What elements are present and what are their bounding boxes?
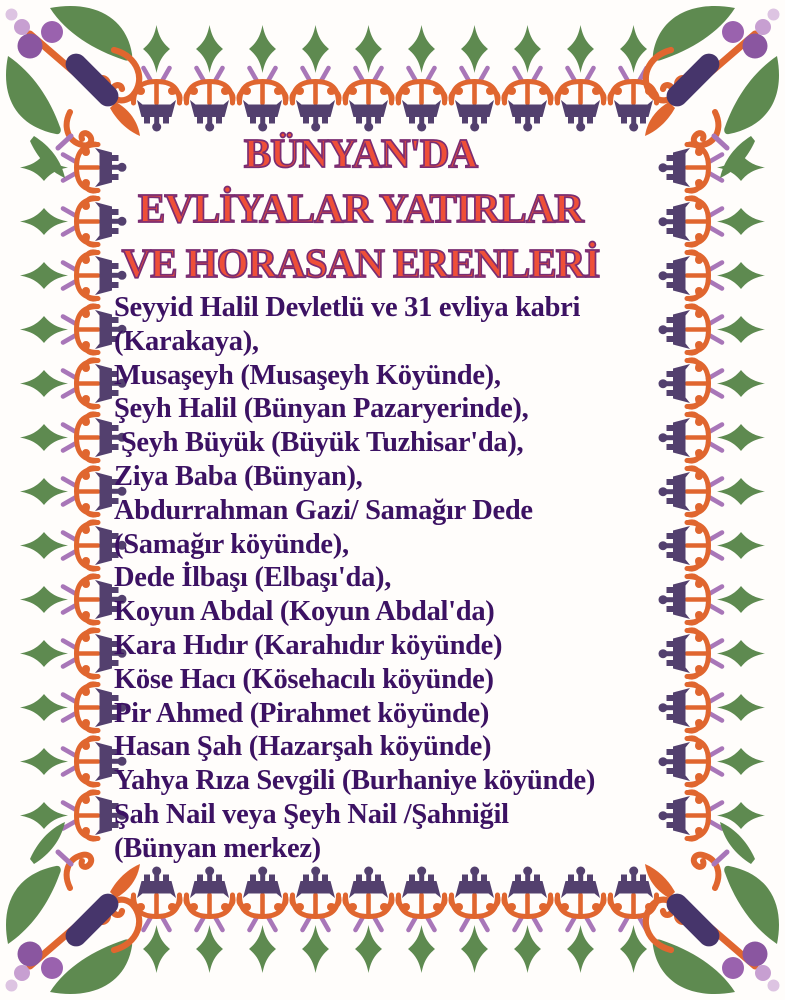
- saint-entry: Koyun Abdal (Koyun Abdal'da): [114, 596, 495, 628]
- saints-list: [114, 291, 674, 866]
- title-line-2: EVLİYALAR YATIRLAR: [138, 185, 583, 231]
- border-bottom-band: [133, 867, 658, 974]
- saint-entry: Hasan Şah (Hazarşah köyünde): [114, 731, 492, 763]
- saint-entry: (Samağır köyünde),: [114, 528, 349, 560]
- saint-entry: Kara Hıdır (Karahıdır köyünde): [114, 629, 503, 661]
- title-line-3: VE HORASAN ERENLERİ: [121, 240, 600, 286]
- saint-entry: Dede İlbaşı (Elbaşı'da),: [114, 562, 392, 594]
- saint-entry: Ziya Baba (Bünyan),: [114, 460, 363, 492]
- saint-entry: Abdurrahman Gazi/ Samağır Dede: [114, 494, 533, 526]
- saint-entry: Şah Nail veya Şeyh Nail /Şahniğil: [114, 798, 509, 830]
- saint-entry: Köse Hacı (Kösehacılı köyünde): [114, 663, 494, 695]
- page-title: [88, 126, 633, 291]
- saint-entry: Şeyh Halil (Bünyan Pazaryerinde),: [114, 393, 529, 425]
- saint-entry: Pir Ahmed (Pirahmet köyünde): [114, 697, 490, 729]
- saint-entry: (Karakaya),: [114, 325, 259, 357]
- border-right-band: [659, 144, 766, 840]
- border-top-band: [133, 25, 658, 132]
- saint-entry: Yahya Rıza Sevgili (Burhaniye köyünde): [114, 765, 596, 797]
- saint-entry: (Bünyan merkez): [114, 832, 321, 864]
- saint-entry: Şeyh Büyük (Büyük Tuzhisar'da),: [114, 427, 524, 459]
- saint-entry: Seyyid Halil Devletlü ve 31 evliya kabri: [114, 292, 581, 323]
- corner-floral-branch-icon: [645, 6, 780, 178]
- saint-entry: Musaşeyh (Musaşeyh Köyünde),: [114, 359, 501, 391]
- title-line-1: BÜNYAN'DA: [243, 130, 478, 176]
